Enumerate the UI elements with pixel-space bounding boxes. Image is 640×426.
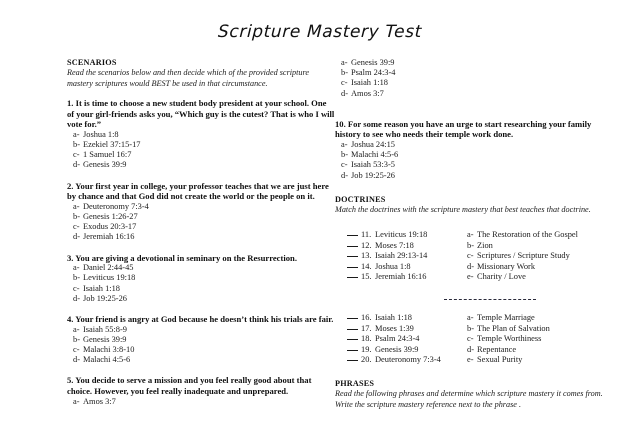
option-letter: c- <box>73 150 80 160</box>
continued-options <box>335 58 603 99</box>
option-text: Genesis 1:26-27 <box>83 211 138 221</box>
item-text: Moses 7:18 <box>375 240 414 250</box>
answer-blank[interactable] <box>347 256 358 257</box>
matching-answer-d[interactable] <box>467 262 603 272</box>
answer-letter: a- <box>467 230 474 240</box>
option-text: Amos 3:7 <box>83 396 116 406</box>
matching-answer-a[interactable] <box>467 230 603 240</box>
question-10-options <box>335 140 603 181</box>
question-1-option-d[interactable] <box>67 160 335 170</box>
option-letter: a- <box>73 324 80 334</box>
continued-option-a[interactable] <box>335 58 603 68</box>
matching-answer-c[interactable] <box>467 334 603 344</box>
item-text: Genesis 39:9 <box>375 344 419 354</box>
item-text: Leviticus 19:18 <box>375 230 428 240</box>
option-letter: c- <box>73 345 80 354</box>
option-letter: c- <box>73 283 80 293</box>
answer-blank[interactable] <box>347 235 358 236</box>
question-3-option-c[interactable] <box>67 284 335 294</box>
answer-letter: e- <box>467 271 474 281</box>
item-number: 13. <box>361 251 372 261</box>
question-4-stem: 4. Your friend is angry at God because he doesn’t think his trials are fair. <box>67 314 334 324</box>
question-10-option-c[interactable] <box>335 160 603 170</box>
option-letter: a- <box>73 201 80 211</box>
matching-item-14[interactable] <box>347 262 467 272</box>
option-text: 1 Samuel 16:7 <box>83 150 132 160</box>
question-10 <box>335 119 603 181</box>
option-letter: b- <box>73 334 80 344</box>
answer-text: Missionary Work <box>477 261 536 271</box>
item-number: 14. <box>361 261 372 271</box>
continued-option-b[interactable] <box>335 68 603 78</box>
option-letter: a- <box>341 140 348 149</box>
item-text: Moses 1:39 <box>375 323 414 333</box>
item-text: Deuteronomy 7:3-4 <box>375 354 441 364</box>
answer-letter: d- <box>467 344 474 354</box>
question-5-stem: 5. You decide to serve a mission and you feel really good about that choice. However, you feel really inadequate and unprepared. <box>67 375 312 396</box>
option-text: Isaiah 55:8-9 <box>83 324 127 334</box>
answer-text: Zion <box>477 240 493 250</box>
option-text: Psalm 24:3-4 <box>351 68 396 78</box>
option-text: Isaiah 1:18 <box>351 78 388 88</box>
question-10-option-b[interactable] <box>335 150 603 160</box>
item-number: 18. <box>361 334 372 344</box>
question-10-stem: 10. For some reason you have an urge to start researching your family history to see who needs their temple work done. <box>335 118 592 140</box>
item-number: 19. <box>361 344 372 354</box>
matching-answers-block-two <box>467 313 603 365</box>
question-10-option-d[interactable] <box>335 171 603 181</box>
doctrines-matching-block-two <box>335 313 603 365</box>
continued-option-d[interactable] <box>335 89 603 99</box>
answer-letter: b- <box>467 240 474 250</box>
option-letter: a- <box>341 58 348 67</box>
question-4 <box>67 314 335 365</box>
question-3-option-d[interactable] <box>67 294 335 304</box>
answer-text: Charity / Love <box>477 271 526 281</box>
page-title: Scripture Mastery Test <box>217 22 423 42</box>
option-letter: b- <box>341 68 348 78</box>
matching-items-11-15 <box>335 230 467 282</box>
answer-text: The Restoration of the Gospel <box>477 230 578 240</box>
left-column <box>67 58 335 426</box>
matching-item-18[interactable] <box>347 334 467 344</box>
option-text: Genesis 39:9 <box>351 58 395 67</box>
option-text: Malachi 4:5-6 <box>83 355 131 365</box>
option-letter: c- <box>341 78 348 88</box>
option-text: Joshua 1:8 <box>83 129 119 139</box>
question-1-option-a[interactable] <box>67 130 335 140</box>
question-2-options <box>67 202 335 243</box>
answer-letter: c- <box>467 334 474 344</box>
item-text: Joshua 1:8 <box>375 261 411 271</box>
option-text: Genesis 39:9 <box>83 334 127 344</box>
question-4-options <box>67 325 335 366</box>
option-text: Ezekiel 37:15-17 <box>83 139 141 149</box>
matching-items-16-20 <box>335 313 467 365</box>
item-number: 12. <box>361 240 372 250</box>
option-text: Isaiah 53:3-5 <box>351 160 395 170</box>
option-letter: b- <box>73 139 80 149</box>
option-text: Deuteronomy 7:3-4 <box>83 201 149 211</box>
question-2-option-c[interactable] <box>67 222 335 232</box>
answer-text: The Plan of Salvation <box>477 323 550 333</box>
question-2-option-a[interactable] <box>67 202 335 212</box>
question-3 <box>67 253 335 304</box>
option-text: Joshua 24:15 <box>351 140 395 149</box>
answer-blank[interactable] <box>347 267 358 268</box>
matching-item-16[interactable] <box>347 313 467 323</box>
answer-letter: b- <box>467 323 474 333</box>
option-letter: b- <box>73 273 80 283</box>
matching-answer-a[interactable] <box>467 313 603 323</box>
option-text: Daniel 2:44-45 <box>83 263 134 273</box>
item-text: Isaiah 1:18 <box>375 313 412 323</box>
question-3-option-a[interactable] <box>67 263 335 273</box>
answer-blank[interactable] <box>347 318 358 319</box>
spacer <box>335 369 603 379</box>
question-3-options <box>67 263 335 304</box>
answer-text: Sexual Purity <box>477 354 523 364</box>
scenarios-instructions: Read the scenarios below and then decide which of the provided scripture mastery scriptures would BEST be used in that circumstance. <box>67 68 310 88</box>
option-text: Amos 3:7 <box>351 88 384 98</box>
answer-blank[interactable] <box>347 360 358 361</box>
answer-blank[interactable] <box>347 350 358 351</box>
scenarios-heading: SCENARIOS <box>67 58 117 67</box>
matching-item-11[interactable] <box>347 230 467 240</box>
item-number: 20. <box>361 354 372 364</box>
option-letter: a- <box>73 129 80 139</box>
question-1-stem: 1. It is time to choose a new student body president at your school. One of your girl-friends asks you, “Which guy is the cutest? That is who I will vote for.” <box>67 98 335 130</box>
answer-letter: d- <box>467 261 474 271</box>
option-text: Job 19:25-26 <box>83 293 127 303</box>
matching-answer-c[interactable] <box>467 251 603 261</box>
option-letter: b- <box>73 211 80 221</box>
question-1-option-c[interactable] <box>67 150 335 160</box>
phrases-heading: PHRASES <box>335 379 375 389</box>
option-letter: c- <box>341 160 348 170</box>
answer-blank[interactable] <box>347 246 358 247</box>
matching-answers-block-one <box>467 230 603 282</box>
dashed-line <box>444 299 536 300</box>
question-2-option-b[interactable] <box>67 212 335 222</box>
item-number: 15. <box>361 271 372 281</box>
option-text: Exodus 20:3-17 <box>83 222 137 232</box>
answer-text: Repentance <box>477 344 517 354</box>
question-4-option-a[interactable] <box>67 325 335 335</box>
question-5-option-a[interactable] <box>67 397 335 407</box>
matching-answer-e[interactable] <box>467 272 603 282</box>
question-2-stem: 2. Your first year in college, your professor teaches that we are just here by chance and that God did not create the world or the people on it. <box>67 180 329 202</box>
option-letter: d- <box>73 355 80 365</box>
answer-blank[interactable] <box>347 329 358 330</box>
option-letter: a- <box>73 396 80 406</box>
answer-text: Temple Marriage <box>477 313 535 323</box>
phrases-instructions: Read the following phrases and determine which scripture mastery it comes from. Write the scripture mastery reference next to the phrase . <box>335 389 603 409</box>
option-letter: d- <box>73 232 80 242</box>
matching-answer-b[interactable] <box>467 324 603 334</box>
matching-answer-b[interactable] <box>467 241 603 251</box>
option-text: Leviticus 19:18 <box>83 273 136 283</box>
option-text: Job 19:25-26 <box>351 170 395 180</box>
answer-letter: e- <box>467 354 474 364</box>
option-text: Malachi 4:5-6 <box>351 150 399 160</box>
right-column <box>335 58 603 426</box>
matching-item-13[interactable] <box>347 251 467 261</box>
doctrines-instructions: Match the doctrines with the scripture mastery that best teaches that doctrine. <box>335 204 591 214</box>
answer-text: Scriptures / Scripture Study <box>477 251 570 261</box>
doctrines-matching-block-one <box>335 230 603 282</box>
option-letter: d- <box>341 88 348 98</box>
question-5-options <box>67 397 335 407</box>
question-4-option-c[interactable] <box>67 345 335 355</box>
question-2-option-d[interactable] <box>67 232 335 242</box>
question-4-option-d[interactable] <box>67 355 335 365</box>
section-divider <box>335 287 603 305</box>
option-text: Malachi 3:8-10 <box>83 345 135 354</box>
answer-letter: c- <box>467 251 474 261</box>
answer-blank[interactable] <box>347 277 358 278</box>
option-letter: a- <box>73 263 80 273</box>
option-letter: d- <box>73 293 80 303</box>
item-number: 17. <box>361 323 372 333</box>
answer-text: Temple Worthiness <box>477 334 542 344</box>
matching-item-17[interactable] <box>347 324 467 334</box>
item-number: 16. <box>361 313 372 323</box>
item-text: Isaiah 29:13-14 <box>375 251 428 261</box>
option-text: Isaiah 1:18 <box>83 283 120 293</box>
matching-item-20[interactable] <box>347 355 467 365</box>
question-1 <box>67 98 335 171</box>
option-letter: d- <box>341 170 348 180</box>
question-5 <box>67 375 335 416</box>
answer-blank[interactable] <box>347 339 358 340</box>
question-1-options <box>67 130 335 171</box>
question-3-option-b[interactable] <box>67 273 335 283</box>
option-text: Genesis 39:9 <box>83 160 127 170</box>
continued-option-c[interactable] <box>335 78 603 88</box>
option-letter: d- <box>73 160 80 170</box>
item-number: 11. <box>361 230 372 240</box>
question-1-option-b[interactable] <box>67 140 335 150</box>
spacer <box>335 109 603 119</box>
matching-answer-d[interactable] <box>467 345 603 355</box>
option-letter: c- <box>73 222 80 232</box>
item-text: Psalm 24:3-4 <box>375 334 420 344</box>
option-letter: b- <box>341 150 348 160</box>
item-text: Jeremiah 16:16 <box>375 271 427 281</box>
option-text: Jeremiah 16:16 <box>83 232 135 242</box>
question-2 <box>67 181 335 243</box>
two-column-body <box>0 58 640 426</box>
matching-item-19[interactable] <box>347 345 467 355</box>
matching-item-12[interactable] <box>347 241 467 251</box>
doctrines-heading: DOCTRINES <box>335 194 386 204</box>
question-4-option-b[interactable] <box>67 335 335 345</box>
matching-item-15[interactable] <box>347 272 467 282</box>
matching-answer-e[interactable] <box>467 355 603 365</box>
answer-letter: a- <box>467 313 474 323</box>
question-3-stem: 3. You are giving a devotional in seminary on the Resurrection. <box>67 252 297 263</box>
question-10-option-a[interactable] <box>335 140 603 150</box>
